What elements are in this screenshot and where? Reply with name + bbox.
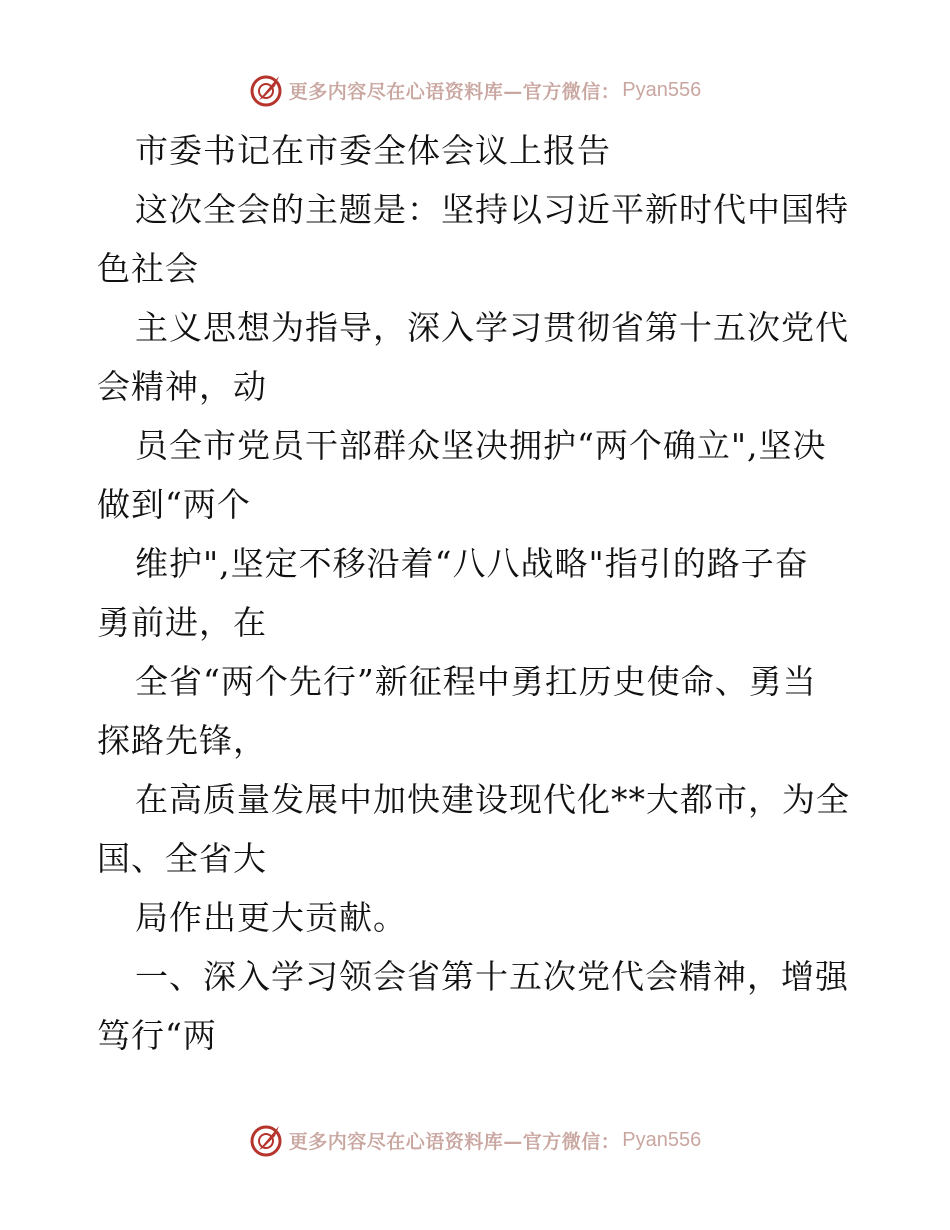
- text-line: 维护",坚定不移沿着“八八战略"指引的路子奋: [135, 544, 809, 583]
- text-line: 局作出更大贡献。: [135, 898, 407, 937]
- footer-watermark-banner: [0, 1118, 950, 1162]
- header-watermark-text: 更多内容尽在心语资料库—官方微信：: [288, 80, 621, 103]
- text-line: 会精神，动: [97, 367, 267, 406]
- text-line: 在高质量发展中加快建设现代化**大都市，为全: [135, 780, 850, 819]
- text-line: 主义思想为指导，深入学习贯彻省第十五次党代: [135, 308, 849, 347]
- quill-logo-icon: [249, 1122, 285, 1158]
- document-title: 市委书记在市委全体会议上报告: [135, 131, 611, 170]
- text-line: 全省“两个先行”新征程中勇扛历史使命、勇当: [135, 662, 817, 701]
- text-line: 笃行“两: [97, 1016, 217, 1055]
- text-line: 做到“两个: [97, 485, 251, 524]
- text-line: 国、全省大: [97, 839, 267, 878]
- section-heading-line: 一、深入学习领会省第十五次党代会精神，增强: [135, 957, 849, 996]
- text-line: 勇前进，在: [97, 603, 267, 642]
- quill-logo-icon: [249, 72, 285, 108]
- text-line: 这次全会的主题是：坚持以习近平新时代中国特: [135, 190, 849, 229]
- text-line: 员全市党员干部群众坚决拥护“两个确立",坚决: [135, 426, 827, 465]
- footer-watermark-text: 更多内容尽在心语资料库—官方微信：: [288, 1130, 621, 1153]
- text-line: 探路先锋，: [97, 721, 267, 760]
- header-watermark-banner: [0, 68, 950, 112]
- text-line: 色社会: [97, 249, 199, 288]
- document-body: [97, 121, 857, 1065]
- footer-watermark-id: Pyan556: [622, 1128, 702, 1151]
- header-watermark-id: Pyan556: [622, 78, 702, 101]
